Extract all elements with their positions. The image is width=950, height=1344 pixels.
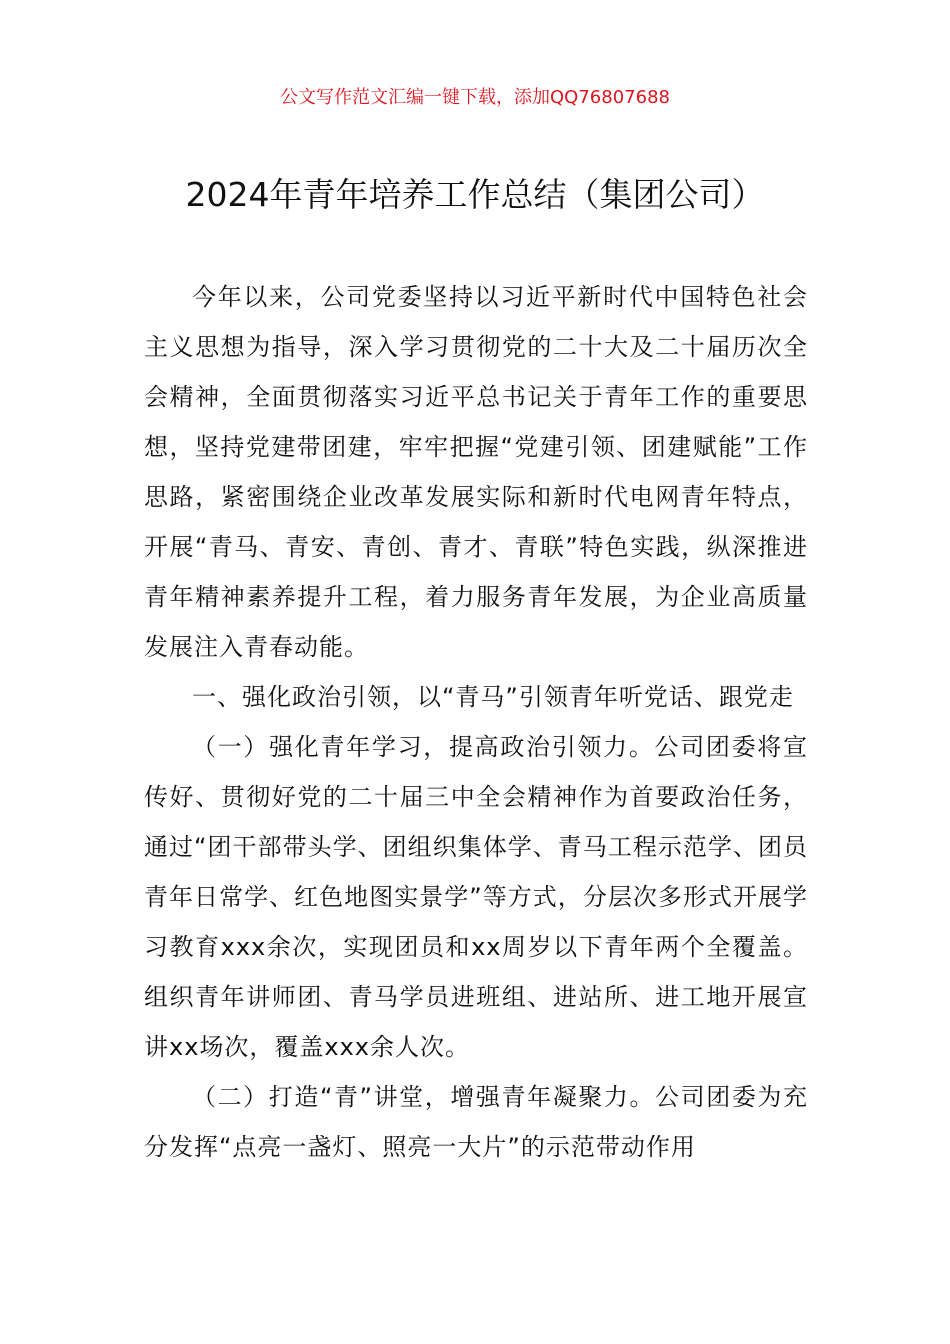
- header-note: 公文写作范文汇编一键下载，添加QQ76807688: [280, 87, 670, 108]
- section-heading-1: 一、强化政治引领，以“青马”引领青年听党话、跟党走: [192, 683, 794, 711]
- paragraph-subsection-2: （二）打造“青”讲堂，增强青年凝聚力。公司团委为充分发挥“点亮一盏灯、照亮一大片”的示范带动作用: [144, 1083, 808, 1161]
- paragraph-intro: 今年以来，公司党委坚持以习近平新时代中国特色社会主义思想为指导，深入学习贯彻党的二十大及二十届历次全会精神，全面贯彻落实习近平总书记关于青年工作的重要思想，坚持党建带团建，牢牢把握“党建引领、团建赋能”工作思路，紧密围绕企业改革发展实际和新时代电网青年特点，开展“青马、青安、青创、青才、青联”特色实践，纵深推进青年精神素养提升工程，着力服务青年发展，为企业高质量发展注入青春动能。: [144, 283, 808, 661]
- document-body: [144, 272, 808, 1172]
- paragraph-subsection-1: （一）强化青年学习，提高政治引领力。公司团委将宣传好、贯彻好党的二十届三中全会精神作为首要政治任务，通过“团干部带头学、团组织集体学、青马工程示范学、团员青年日常学、红色地图实景学”等方式，分层次多形式开展学习教育xxx余次，实现团员和xx周岁以下青年两个全覆盖。组织青年讲师团、青马学员进班组、进站所、进工地开展宣讲xx场次，覆盖xxx余人次。: [144, 733, 808, 1061]
- document-title: 2024年青年培养工作总结（集团公司）: [185, 175, 765, 214]
